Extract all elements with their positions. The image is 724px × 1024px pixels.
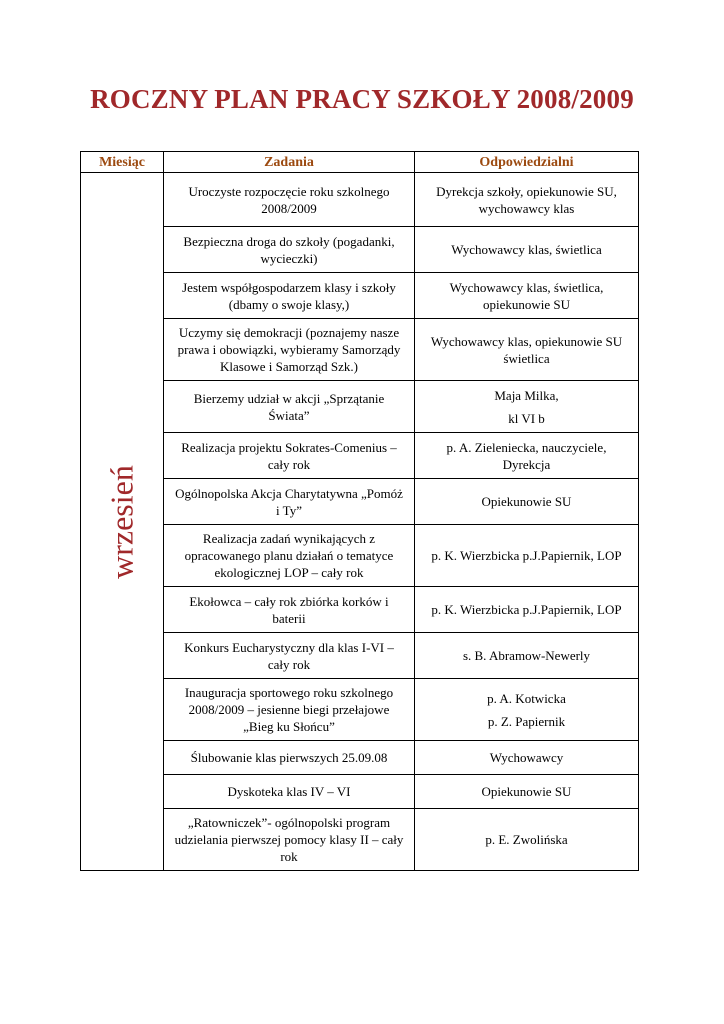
responsible-cell — [415, 679, 639, 741]
table-row — [81, 273, 639, 319]
task-cell: Ślubowanie klas pierwszych 25.09.08 — [164, 741, 415, 775]
responsible-cell — [415, 633, 639, 679]
responsible-line: s. B. Abramow-Newerly — [462, 648, 591, 663]
responsible-line: p. E. Zwolińska — [485, 832, 568, 847]
responsible-cell — [415, 381, 639, 433]
task-cell: Uczymy się demokracji (poznajemy nasze prawa i obowiązki, wybieramy Samorządy Klasowe i Samorząd Szk.) — [164, 319, 415, 381]
responsible-cell — [415, 319, 639, 381]
table-row — [81, 679, 639, 741]
responsible-line: p. A. Zieleniecka, nauczyciele, Dyrekcja — [446, 439, 607, 472]
responsible-cell — [415, 173, 639, 227]
task-cell: Dyskoteka klas IV – VI — [164, 775, 415, 809]
responsible-line: p. K. Wierzbicka p.J.Papiernik, LOP — [431, 602, 622, 617]
responsible-cell — [415, 227, 639, 273]
task-cell: Ekołowca – cały rok zbiórka korków i baterii — [164, 587, 415, 633]
page-title: ROCZNY PLAN PRACY SZKOŁY 2008/2009 — [90, 84, 634, 114]
responsible-line: p. Z. Papiernik — [487, 713, 566, 729]
responsible-line: Opiekunowie SU — [481, 494, 572, 509]
responsible-line: Opiekunowie SU — [481, 784, 572, 799]
table-row — [81, 433, 639, 479]
responsible-cell — [415, 479, 639, 525]
table-row — [81, 319, 639, 381]
task-cell: Konkurs Eucharystyczny dla klas I-VI – cały rok — [164, 633, 415, 679]
responsible-line: Wychowawcy — [489, 750, 564, 765]
responsible-line: Wychowawcy klas, świetlica — [451, 242, 602, 257]
table-row — [81, 633, 639, 679]
table-row — [81, 741, 639, 775]
task-cell: Uroczyste rozpoczęcie roku szkolnego 2008/2009 — [164, 173, 415, 227]
responsible-line: Maja Milka, — [494, 387, 559, 403]
responsible-cell — [415, 809, 639, 871]
responsible-line: Wychowawcy klas, opiekunowie SU świetlica — [430, 333, 623, 366]
table-body — [81, 173, 639, 871]
task-cell: Bezpieczna droga do szkoły (pogadanki, wycieczki) — [164, 227, 415, 273]
responsible-line: kl VI b — [508, 410, 545, 426]
table-row — [81, 809, 639, 871]
responsible-cell — [415, 741, 639, 775]
responsible-cell — [415, 433, 639, 479]
responsible-cell — [415, 525, 639, 587]
table-row — [81, 525, 639, 587]
table-row — [81, 587, 639, 633]
month-cell — [81, 173, 164, 871]
responsible-line: p. A. Kotwicka — [487, 690, 566, 706]
task-cell: Realizacja projektu Sokrates-Comenius – cały rok — [164, 433, 415, 479]
plan-table — [80, 151, 639, 871]
header-responsible: Odpowiedzialni — [415, 152, 639, 173]
table-row — [81, 227, 639, 273]
responsible-line: Wychowawcy klas, świetlica, opiekunowie SU — [449, 279, 604, 312]
responsible-cell — [415, 775, 639, 809]
table-header-row — [81, 152, 639, 173]
task-cell: Realizacja zadań wynikających z opracowanego planu działań o tematyce ekologicznej LOP – cały rok — [164, 525, 415, 587]
table-row — [81, 479, 639, 525]
header-month: Miesiąc — [81, 152, 164, 173]
header-tasks: Zadania — [164, 152, 415, 173]
table-row — [81, 775, 639, 809]
task-cell: „Ratowniczek”- ogólnopolski program udzielania pierwszej pomocy klasy II – cały rok — [164, 809, 415, 871]
task-cell: Inauguracja sportowego roku szkolnego 2008/2009 – jesienne biegi przełajowe „Bieg ku Słońcu” — [164, 679, 415, 741]
task-cell: Jestem współgospodarzem klasy i szkoły (dbamy o swoje klasy,) — [164, 273, 415, 319]
responsible-line: p. K. Wierzbicka p.J.Papiernik, LOP — [431, 548, 622, 563]
task-cell: Ogólnopolska Akcja Charytatywna „Pomóż i Ty” — [164, 479, 415, 525]
table-row — [81, 381, 639, 433]
task-cell: Bierzemy udział w akcji „Sprzątanie Świata” — [164, 381, 415, 433]
table-row — [81, 173, 639, 227]
responsible-cell — [415, 587, 639, 633]
month-label: wrzesień — [103, 464, 140, 579]
responsible-cell — [415, 273, 639, 319]
responsible-line: Dyrekcja szkoły, opiekunowie SU, wychowawcy klas — [436, 183, 617, 216]
